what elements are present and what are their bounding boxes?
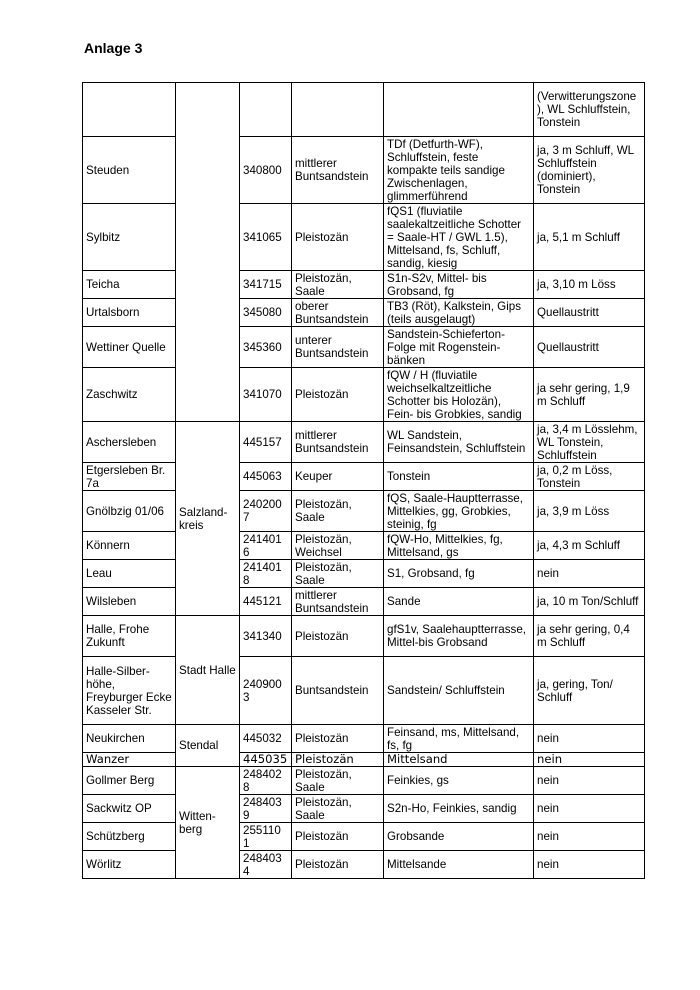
cell-geology: Feinkies, gs [384,767,534,795]
cell-geology: Sandstein/ Schluffstein [384,657,534,725]
cell-number [240,83,292,137]
cell-location: Sackwitz OP [83,795,176,823]
cell-location: Zaschwitz [83,368,176,422]
cell-geology: TDf (Detfurth-WF), Schluffstein, feste kompakte teils sandige Zwischenlagen, glimmerführend [384,137,534,204]
cell-location: Halle-Silber-höhe, Freyburger Ecke Kasseler Str. [83,657,176,725]
cell-stratigraphy: Pleistozän, Weichsel [292,532,384,560]
table-row [83,851,645,879]
cell-stratigraphy: mittlerer Buntsandstein [292,137,384,204]
cell-coverage: ja, 3,9 m Löss [534,491,645,532]
cell-location: Neukirchen [83,725,176,753]
cell-district [176,83,240,422]
cell-location: Gnölbzig 01/06 [83,491,176,532]
table-row [83,463,645,491]
cell-stratigraphy: Pleistozän [292,368,384,422]
cell-geology: fQS1 (fluviatile saalekaltzeitliche Schotter = Saale-HT / GWL 1.5), Mittelsand, fs, Schluff, sandig, kiesig [384,204,534,271]
cell-location: Wanzer [83,753,176,767]
table-row [83,368,645,422]
cell-location: Wettiner Quelle [83,327,176,368]
cell-stratigraphy: Pleistozän [292,204,384,271]
cell-geology: fQW / H (fluviatile weichselkaltzeitliche Schotter bis Holozän), Fein- bis Grobkies, sandig [384,368,534,422]
cell-number: 248403 9 [240,795,292,823]
cell-district: Stadt Halle [176,616,240,725]
table-row [83,588,645,616]
cell-stratigraphy: Pleistozän [292,851,384,879]
cell-coverage: ja, 3 m Schluff, WL Schluffstein (dominiert), Tonstein [534,137,645,204]
cell-district: Witten-berg [176,767,240,879]
table-row [83,422,645,463]
cell-number: 241401 6 [240,532,292,560]
cell-coverage: nein [534,767,645,795]
table-row [83,83,645,137]
cell-stratigraphy: Buntsandstein [292,657,384,725]
cell-stratigraphy: Pleistozän, Saale [292,271,384,299]
cell-geology: S1, Grobsand, fg [384,560,534,588]
cell-coverage: nein [534,823,645,851]
cell-coverage: ja, 10 m Ton/Schluff [534,588,645,616]
data-table [82,82,645,879]
page-title: Anlage 3 [84,40,143,56]
cell-number: 248403 4 [240,851,292,879]
cell-geology: Sandstein-Schieferton-Folge mit Rogenstein-bänken [384,327,534,368]
cell-geology: fQW-Ho, Mittelkies, fg, Mittelsand, gs [384,532,534,560]
cell-number: 240200 7 [240,491,292,532]
cell-number: 445121 [240,588,292,616]
cell-coverage: nein [534,851,645,879]
cell-number: 445157 [240,422,292,463]
table-row [83,327,645,368]
cell-stratigraphy: Pleistozän, Saale [292,491,384,532]
cell-coverage: Quellaustritt [534,299,645,327]
cell-geology [384,83,534,137]
table-body [83,83,645,879]
cell-stratigraphy: mittlerer Buntsandstein [292,588,384,616]
cell-location: Wilsleben [83,588,176,616]
cell-number: 345360 [240,327,292,368]
cell-number: 445063 [240,463,292,491]
table-row [83,657,645,725]
cell-location: Leau [83,560,176,588]
cell-geology: Mittelsand [384,753,534,767]
table-row [83,823,645,851]
cell-location: Gollmer Berg [83,767,176,795]
cell-number: 341065 [240,204,292,271]
cell-coverage: ja, 3,10 m Löss [534,271,645,299]
cell-number: 255110 1 [240,823,292,851]
cell-coverage: ja, 4,3 m Schluff [534,532,645,560]
cell-stratigraphy: Pleistozän, Saale [292,560,384,588]
cell-location [83,83,176,137]
cell-geology: TB3 (Röt), Kalkstein, Gips (teils ausgelaugt) [384,299,534,327]
table-row [83,137,645,204]
table-row [83,560,645,588]
cell-district: Stendal [176,725,240,767]
cell-coverage: nein [534,753,645,767]
cell-geology: S2n-Ho, Feinkies, sandig [384,795,534,823]
cell-coverage: ja sehr gering, 0,4 m Schluff [534,616,645,657]
cell-geology: Tonstein [384,463,534,491]
table-row [83,616,645,657]
cell-location: Schützberg [83,823,176,851]
cell-location: Urtalsborn [83,299,176,327]
table-row [83,767,645,795]
cell-number: 345080 [240,299,292,327]
cell-stratigraphy: Keuper [292,463,384,491]
cell-number: 445035 [240,753,292,767]
cell-geology: gfS1v, Saalehauptterrasse, Mittel-bis Grobsand [384,616,534,657]
cell-stratigraphy [292,83,384,137]
cell-location: Wörlitz [83,851,176,879]
cell-location: Teicha [83,271,176,299]
cell-location: Steuden [83,137,176,204]
cell-coverage: ja sehr gering, 1,9 m Schluff [534,368,645,422]
cell-number: 341070 [240,368,292,422]
cell-geology: Mittelsande [384,851,534,879]
cell-location: Halle, Frohe Zukunft [83,616,176,657]
cell-number: 341340 [240,616,292,657]
table-row [83,753,645,767]
cell-coverage: (Verwitterungszone ), WL Schluffstein, Tonstein [534,83,645,137]
cell-district: Salzland-kreis [176,422,240,616]
cell-coverage: nein [534,795,645,823]
cell-geology: Grobsande [384,823,534,851]
cell-coverage: ja, 5,1 m Schluff [534,204,645,271]
table-row [83,795,645,823]
cell-geology: Feinsand, ms, Mittelsand, fs, fg [384,725,534,753]
table-row [83,491,645,532]
cell-coverage: nein [534,560,645,588]
table-row [83,532,645,560]
table-row [83,299,645,327]
table-row [83,725,645,753]
cell-number: 241401 8 [240,560,292,588]
cell-stratigraphy: Pleistozän, Saale [292,795,384,823]
cell-stratigraphy: mittlerer Buntsandstein [292,422,384,463]
cell-stratigraphy: unterer Buntsandstein [292,327,384,368]
cell-stratigraphy: oberer Buntsandstein [292,299,384,327]
cell-location: Sylbitz [83,204,176,271]
cell-coverage: ja, gering, Ton/ Schluff [534,657,645,725]
cell-stratigraphy: Pleistozän [292,823,384,851]
cell-geology: S1n-S2v, Mittel- bis Grobsand, fg [384,271,534,299]
cell-stratigraphy: Pleistozän [292,753,384,767]
cell-stratigraphy: Pleistozän [292,725,384,753]
cell-number: 340800 [240,137,292,204]
table-row [83,271,645,299]
cell-coverage: ja, 0,2 m Löss, Tonstein [534,463,645,491]
cell-number: 341715 [240,271,292,299]
cell-location: Könnern [83,532,176,560]
cell-coverage: nein [534,725,645,753]
cell-geology: fQS, Saale-Hauptterrasse, Mittelkies, gg, Grobkies, steinig, fg [384,491,534,532]
table-row [83,204,645,271]
cell-number: 445032 [240,725,292,753]
cell-stratigraphy: Pleistozän [292,616,384,657]
cell-stratigraphy: Pleistozän, Saale [292,767,384,795]
cell-number: 240900 3 [240,657,292,725]
cell-geology: Sande [384,588,534,616]
cell-location: Etgersleben Br. 7a [83,463,176,491]
cell-coverage: Quellaustritt [534,327,645,368]
cell-coverage: ja, 3,4 m Lösslehm, WL Tonstein, Schluffstein [534,422,645,463]
cell-geology: WL Sandstein, Feinsandstein, Schluffstein [384,422,534,463]
cell-location: Aschersleben [83,422,176,463]
cell-number: 248402 8 [240,767,292,795]
